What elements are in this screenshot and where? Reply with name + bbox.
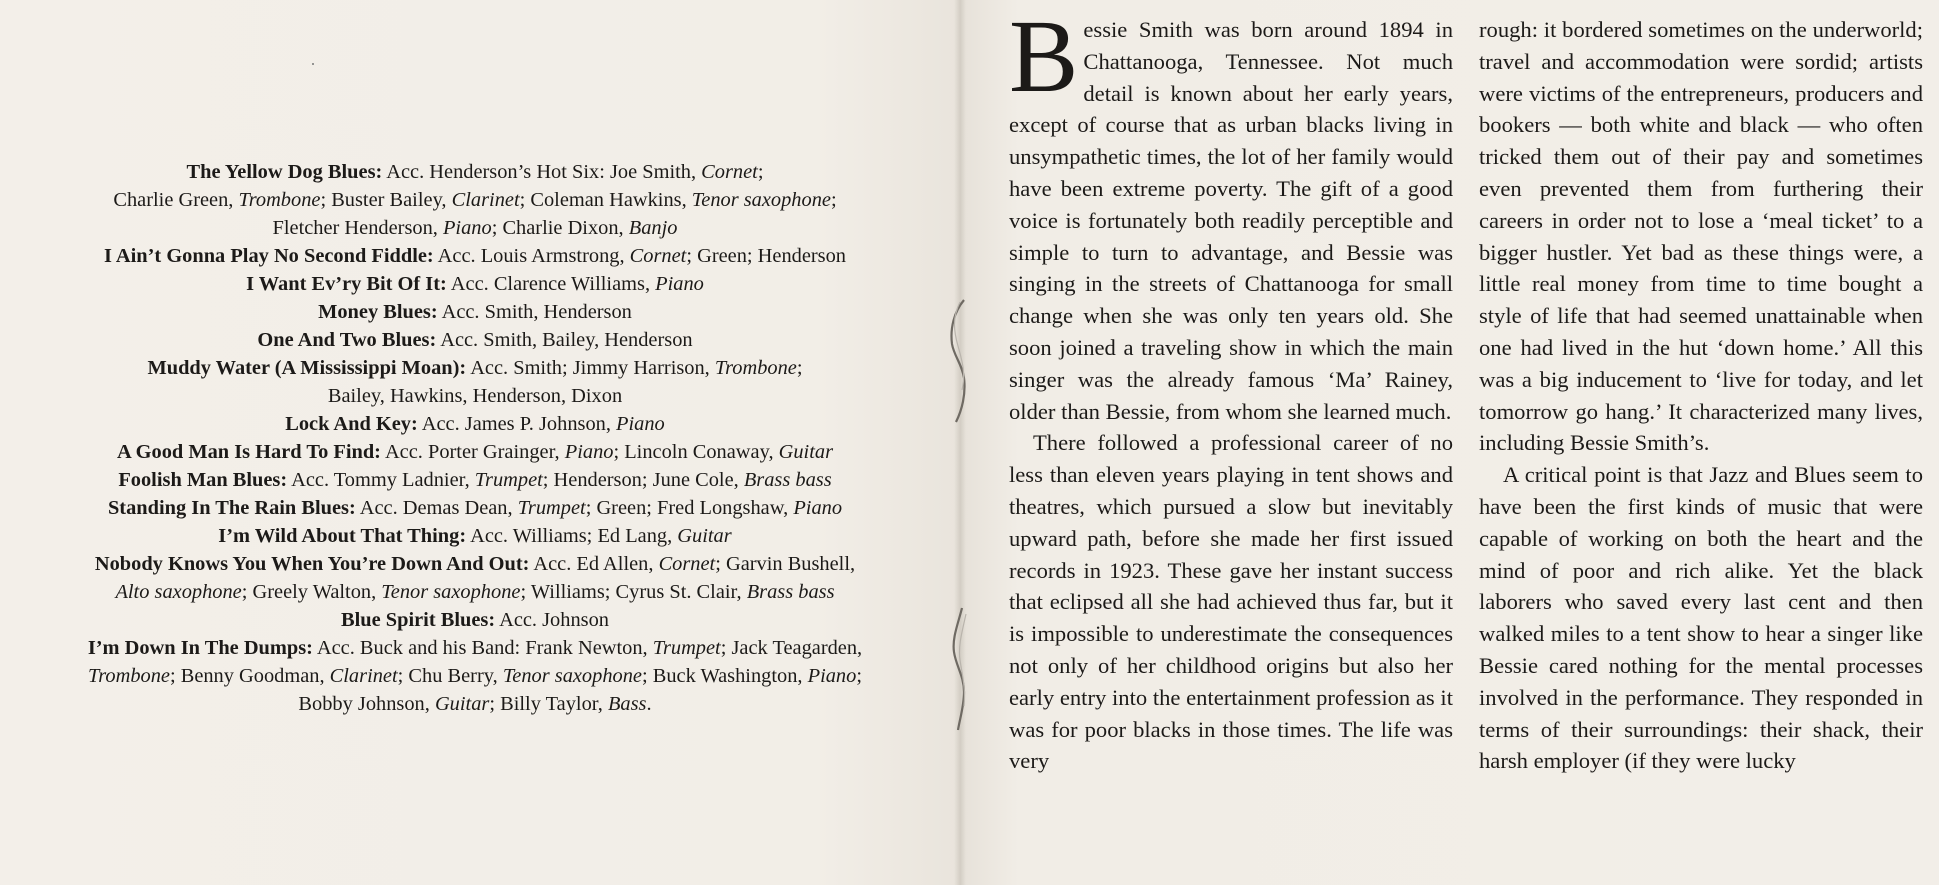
instrument: Cornet — [701, 161, 758, 183]
credit-text: Acc. Porter Grainger, — [380, 441, 565, 463]
instrument: Brass bass — [743, 469, 832, 491]
credit-text: Acc. Smith, Bailey, Henderson — [436, 329, 693, 351]
credit-line — [8, 270, 942, 298]
track-credits — [8, 158, 942, 718]
track-title: I Ain’t Gonna Play No Second Fiddle: — [104, 245, 434, 267]
credit-text: Acc. Clarence Williams, — [446, 273, 656, 295]
track-title: Nobody Knows You When You’re Down And Out: — [94, 553, 530, 575]
credit-line — [8, 634, 942, 662]
credit-text: Acc. Henderson’s Hot Six: Joe Smith, — [382, 161, 702, 183]
credit-line — [8, 522, 942, 550]
essay-column-1 — [1009, 0, 1453, 777]
credit-text: ; — [830, 189, 837, 211]
credit-text: Bailey, Hawkins, Henderson, Dixon — [327, 385, 623, 407]
essay-paragraph — [1009, 0, 1453, 427]
instrument: Piano — [807, 665, 857, 687]
track-title: A Good Man Is Hard To Find: — [116, 441, 381, 463]
track-title: One And Two Blues: — [257, 329, 437, 351]
credit-line — [8, 466, 942, 494]
credit-line — [8, 438, 942, 466]
instrument: Trumpet — [474, 469, 543, 491]
credit-line — [8, 186, 942, 214]
track-title: The Yellow Dog Blues: — [186, 161, 383, 183]
staple-icon — [940, 298, 980, 424]
essay-text: essie Smith was born around 1894 in Chattanooga, Tennessee. Not much detail is known about her early years, except of course that as urban blacks living in unsympathetic times, the lot of her family would have been extreme poverty. The gift of a good voice is fortunately both readily perceptible and simple to turn to advantage, and Bessie was singing in the streets of Chattanooga for small change when she was only ten years old. She soon joined a traveling show in which the main singer was the already famous ‘Ma’ Rainey, older than Bessie, from whom she learned much. — [1009, 17, 1453, 424]
left-page — [0, 0, 960, 885]
credit-text: Acc. Demas Dean, — [355, 497, 518, 519]
credit-text: ; Jack Teagarden, — [720, 637, 863, 659]
credit-text: Charlie Green, — [113, 189, 239, 211]
track-title: Blue Spirit Blues: — [341, 609, 496, 631]
credit-text: ; Chu Berry, — [397, 665, 503, 687]
instrument: Piano — [442, 217, 492, 239]
credit-line — [8, 606, 942, 634]
credit-line — [8, 382, 942, 410]
staple-icon — [940, 606, 980, 732]
credit-text: ; — [757, 161, 764, 183]
essay-paragraph: There followed a professional career of no less than eleven years playing in tent shows and theatres, which pursued a slow but inevitably upward path, before she made her first issued records in 1923. These gave her instant success that eclipsed all she had achieved thus far, but it is impossible to underestimate the consequences not only of her childhood origins but also her early entry into the entertainment profession as it was for poor blacks in those times. The life was very — [1009, 430, 1453, 774]
track-title: Foolish Man Blues: — [118, 469, 288, 491]
credit-text: ; — [856, 665, 862, 687]
credit-text: ; — [796, 357, 803, 379]
instrument: Cornet — [629, 245, 687, 267]
instrument: Guitar — [778, 441, 834, 463]
instrument: Banjo — [628, 217, 678, 239]
credit-text: ; Williams; Cyrus St. Clair, — [520, 581, 747, 603]
credit-text: . — [646, 693, 652, 715]
credit-text: ; Charlie Dixon, — [491, 217, 629, 239]
instrument: Tenor saxophone — [381, 581, 521, 603]
credit-text: ; Benny Goodman, — [169, 665, 330, 687]
credit-text: Acc. Johnson — [495, 609, 609, 631]
credit-text: ; Lincoln Conaway, — [613, 441, 779, 463]
credit-line — [8, 662, 942, 690]
track-title: I’m Down In The Dumps: — [87, 637, 313, 659]
credit-text: ; Green; Fred Longshaw, — [585, 497, 794, 519]
credit-text: Acc. Louis Armstrong, — [433, 245, 630, 267]
instrument: Piano — [564, 441, 614, 463]
instrument: Clarinet — [451, 189, 520, 211]
credit-text: Acc. Williams; Ed Lang, — [466, 525, 678, 547]
credit-line — [8, 550, 942, 578]
credit-text: ; Garvin Bushell, — [715, 553, 856, 575]
credit-text: Acc. Buck and his Band: Frank Newton, — [312, 637, 653, 659]
instrument: Guitar — [434, 693, 490, 715]
credit-line — [8, 494, 942, 522]
credit-text: ; Buster Bailey, — [320, 189, 452, 211]
instrument: Tenor saxophone — [502, 665, 642, 687]
credit-text: Acc. Tommy Ladnier, — [287, 469, 475, 491]
credit-line — [8, 214, 942, 242]
credit-line — [8, 326, 942, 354]
credit-text: Acc. James P. Johnson, — [417, 413, 617, 435]
credit-text: Bobby Johnson, — [298, 693, 435, 715]
drop-cap: B — [1009, 0, 1079, 114]
credit-text: Acc. Smith; Jimmy Harrison, — [466, 357, 715, 379]
instrument: Trumpet — [517, 497, 586, 519]
instrument: Piano — [655, 273, 704, 295]
credit-line — [8, 242, 942, 270]
credit-text: ; Greely Walton, — [241, 581, 382, 603]
instrument: Trombone — [714, 357, 797, 379]
credit-text: ; Green; Henderson — [686, 245, 846, 267]
credit-line — [8, 410, 942, 438]
credit-line — [8, 578, 942, 606]
instrument: Trumpet — [652, 637, 721, 659]
instrument: Guitar — [677, 525, 732, 547]
credit-line — [8, 690, 942, 718]
track-title: Money Blues: — [318, 301, 438, 323]
credit-line — [8, 354, 942, 382]
instrument: Trombone — [88, 665, 170, 687]
essay-paragraph: A critical point is that Jazz and Blues seem to have been the first kinds of music that were capable of working on both the heart and the mind of poor and rich alike. Yet the black laborers who saved every last cent and then walked miles to a tent show to hear a singer like Bessie cared nothing for the mental processes involved in the performance. They responded in terms of their surroundings: their shack, their harsh employer (if they were lucky — [1479, 462, 1923, 774]
instrument: Piano — [793, 497, 843, 519]
track-title: Standing In The Rain Blues: — [107, 497, 356, 519]
track-title: Lock And Key: — [285, 413, 418, 435]
credit-text: ; Billy Taylor, — [489, 693, 608, 715]
instrument: Trombone — [238, 189, 321, 211]
paper-speck — [312, 63, 314, 65]
instrument: Clarinet — [329, 665, 398, 687]
credit-text: ; Henderson; June Cole, — [542, 469, 744, 491]
essay-column-2 — [1479, 14, 1923, 777]
instrument: Alto saxophone — [115, 581, 242, 603]
track-title: I Want Ev’ry Bit Of It: — [246, 273, 447, 295]
essay-paragraph: rough: it bordered sometimes on the underworld; travel and accommodation were sordid; artists were victims of the entrepreneurs, producers and bookers — both white and black — who often tricked them out of their pay and sometimes even prevented them from furthering their careers in order not to lose a ‘meal ticket’ to a bigger hustler. Yet bad as these things were, a little real money from time to time bought a style of life that had seemed unattainable when one had lived in the hut ‘down home.’ All this was a big inducement to ‘live for today, and let tomorrow go hang.’ It characterized many lives, including Bessie Smith’s. — [1479, 17, 1923, 456]
instrument: Tenor saxophone — [691, 189, 831, 211]
credit-text: Acc. Smith, Henderson — [437, 301, 632, 323]
credit-line — [8, 158, 942, 186]
track-title: I’m Wild About That Thing: — [218, 525, 467, 547]
spine-gutter — [954, 0, 966, 885]
instrument: Cornet — [658, 553, 716, 575]
credit-text: Fletcher Henderson, — [272, 217, 443, 239]
track-title: Muddy Water (A Mississippi Moan): — [147, 357, 467, 379]
instrument: Bass — [607, 693, 647, 715]
instrument: Brass bass — [746, 581, 835, 603]
credit-text: Acc. Ed Allen, — [529, 553, 659, 575]
credit-text: ; Coleman Hawkins, — [519, 189, 692, 211]
credit-text: ; Buck Washington, — [641, 665, 808, 687]
credit-line — [8, 298, 942, 326]
instrument: Piano — [616, 413, 665, 435]
